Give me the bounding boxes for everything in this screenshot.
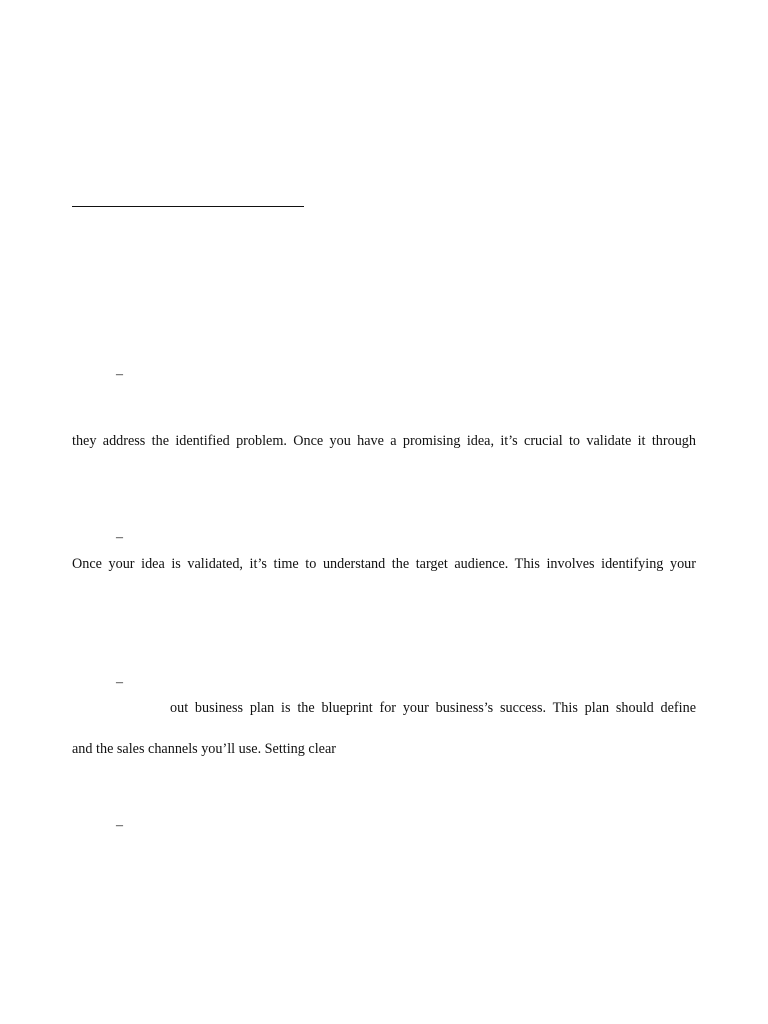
- list-dash-3: –: [116, 675, 123, 690]
- body-text-line-sales-channels: and the sales channels you’ll use. Setting clear: [72, 741, 336, 757]
- list-dash-4: –: [116, 818, 123, 833]
- list-dash-2: –: [116, 530, 123, 545]
- body-text-line-target-audience: Once your idea is validated, it’s time to understand the target audience. This involves identifying your: [72, 556, 696, 572]
- list-dash-1: –: [116, 367, 123, 382]
- horizontal-rule: [72, 206, 304, 207]
- body-text-line-business-plan: out business plan is the blueprint for your business’s success. This plan should define: [170, 700, 696, 716]
- body-text-line-problem-solution: they address the identified problem. Once you have a promising idea, it’s crucial to validate it through: [72, 433, 696, 449]
